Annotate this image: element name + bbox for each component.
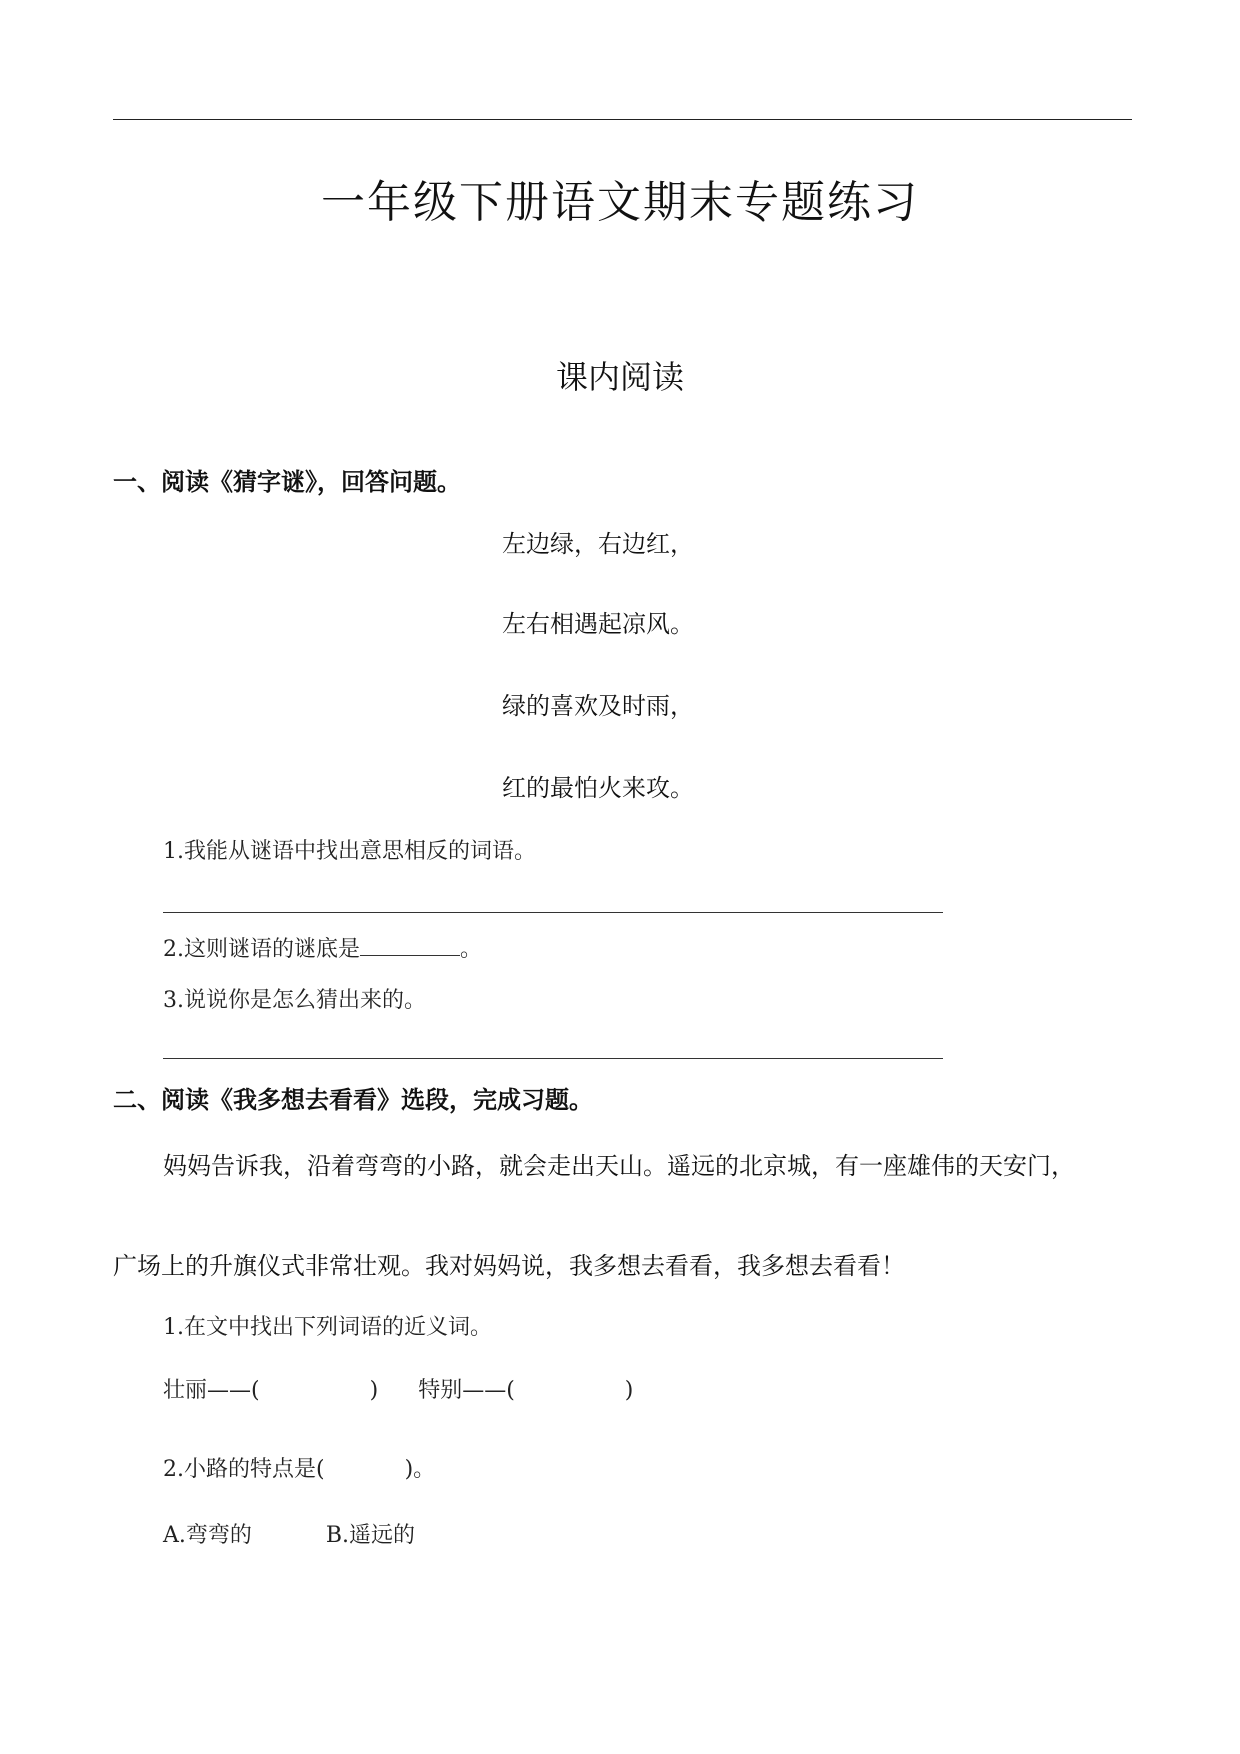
synonym-item-1: 壮丽——( bbox=[163, 1378, 260, 1403]
s1-question-2 bbox=[163, 932, 482, 963]
section2-heading: 二、阅读《我多想去看看》选段，完成习题。 bbox=[113, 1086, 593, 1114]
s1-question-1: 1.我能从谜语中找出意思相反的词语。 bbox=[163, 839, 536, 864]
poem-line-3: 绿的喜欢及时雨， bbox=[502, 692, 694, 720]
passage-line-1: 妈妈告诉我，沿着弯弯的小路，就会走出天山。遥远的北京城，有一座雄伟的天安门， bbox=[163, 1152, 1075, 1180]
header-rule bbox=[113, 119, 1132, 120]
s2-synonym-row bbox=[163, 1373, 633, 1404]
passage-line-2: 广场上的升旗仪式非常壮观。我对妈妈说，我多想去看看，我多想去看看！ bbox=[113, 1252, 905, 1280]
s1-answer-blank-2[interactable] bbox=[360, 937, 460, 956]
s1-question-3: 3.说说你是怎么猜出来的。 bbox=[163, 988, 426, 1013]
s2-question-2-text: 2.小路的特点是( bbox=[163, 1457, 325, 1482]
poem-line-1: 左边绿，右边红， bbox=[502, 530, 694, 558]
s1-question-2-suffix: 。 bbox=[460, 937, 483, 962]
page-title: 一年级下册语文期末专题练习 bbox=[321, 177, 919, 228]
paren-close-2: ) bbox=[624, 1378, 634, 1403]
option-a[interactable]: A.弯弯的 bbox=[163, 1523, 252, 1548]
synonym-item-2: 特别——( bbox=[418, 1378, 515, 1403]
poem-line-2: 左右相遇起凉风。 bbox=[502, 610, 694, 638]
option-b[interactable]: B.遥远的 bbox=[325, 1523, 416, 1548]
s1-answer-line-3[interactable] bbox=[163, 1058, 943, 1059]
section1-heading: 一、阅读《猜字谜》，回答问题。 bbox=[113, 468, 461, 496]
s2-question-1: 1.在文中找出下列词语的近义词。 bbox=[163, 1315, 492, 1340]
poem-line-4: 红的最怕火来攻。 bbox=[502, 774, 694, 802]
s2-options bbox=[163, 1518, 415, 1549]
s1-question-2-text: 2.这则谜语的谜底是 bbox=[163, 937, 360, 962]
section-subtitle: 课内阅读 bbox=[555, 358, 684, 396]
s2-question-2 bbox=[163, 1452, 435, 1483]
s1-answer-line-1[interactable] bbox=[163, 912, 943, 913]
s2-question-2-suffix: )。 bbox=[404, 1457, 436, 1482]
paren-close-1: ) bbox=[369, 1378, 379, 1403]
